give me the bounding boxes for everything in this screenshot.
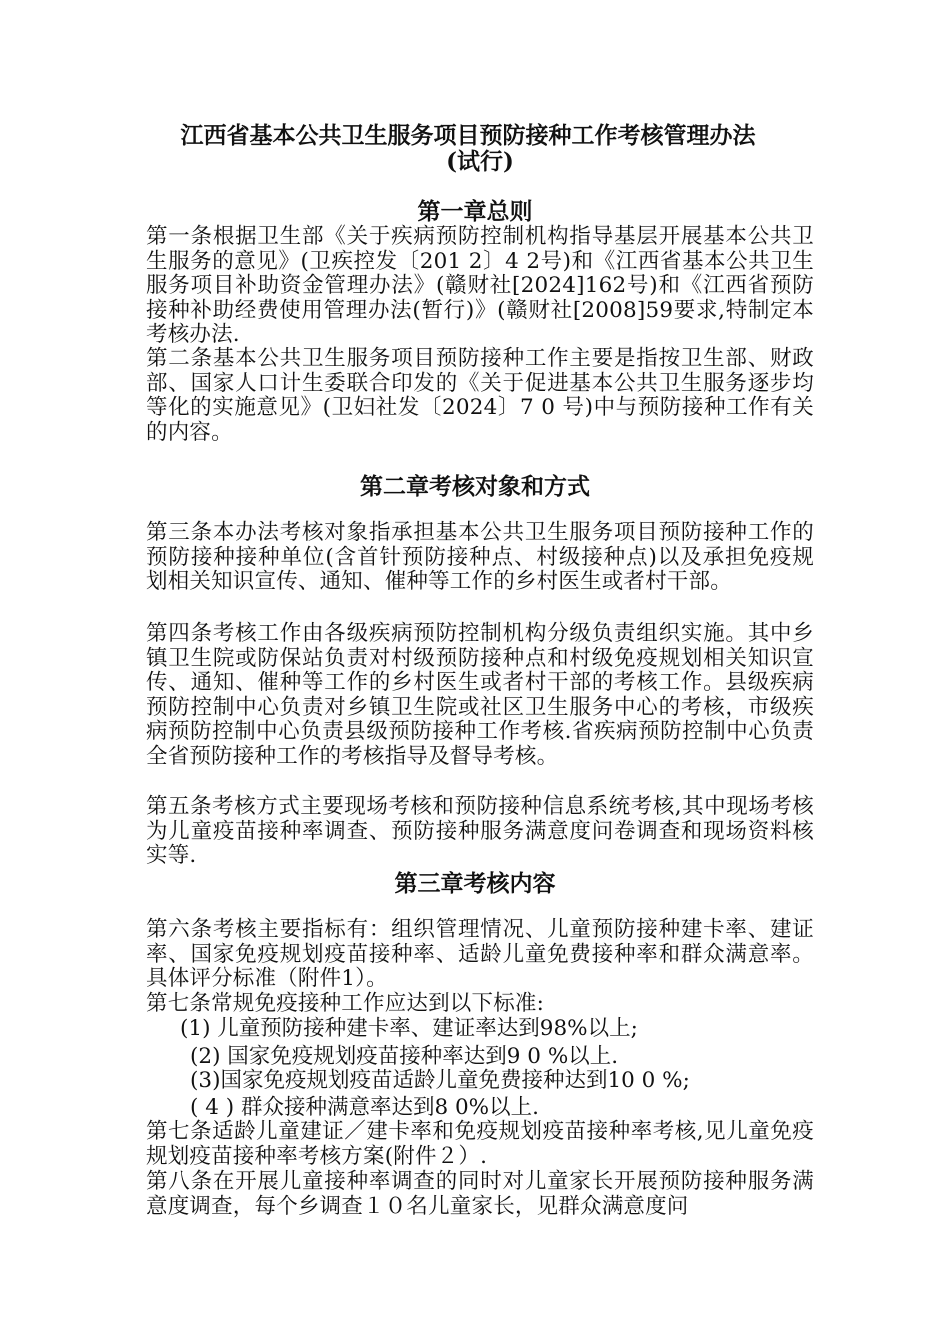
standard-item-3: (3)国家免疫规划疫苗适龄儿童免费接种达到10 0 %; [190,1068,690,1093]
standard-item-2: (2) 国家免疫规划疫苗接种率达到9 0 %以上. [190,1044,619,1069]
article-6: 第六条考核主要指标有：组织管理情况、儿童预防接种建卡率、建证率、国家免疫规划疫苗接种率、适龄儿童免费接种率和群众满意率。具体评分标准（附件1）。 [146,917,814,992]
chapter-heading-3: 第三章考核内容 [394,870,556,897]
chapter-heading-1: 第一章总则 [417,198,533,225]
article-5: 第五条考核方式主要现场考核和预防接种信息系统考核,其中现场考核为儿童疫苗接种率调查、预防接种服务满意度问卷调查和现场资料核实等. [146,794,814,869]
document-subtitle: (试行) [446,148,514,175]
article-8: 第八条在开展儿童接种率调查的同时对儿童家长开展预防接种服务满意度调查，每个乡调查１０名儿童家长，见群众满意度问 [146,1169,814,1219]
article-7: 第七条常规免疫接种工作应达到以下标准: [146,991,545,1016]
document-title: 江西省基本公共卫生服务项目预防接种工作考核管理办法 [180,122,756,149]
standard-item-1: (1) 儿童预防接种建卡率、建证率达到98%以上; [180,1016,638,1041]
article-2: 第二条基本公共卫生服务项目预防接种工作主要是指按卫生部、财政部、国家人口计生委联合印发的《关于促进基本公共卫生服务逐步均等化的实施意见》(卫妇社发〔2024〕7 0 号)中与预防接种工作有关的内容。 [146,346,814,445]
article-3: 第三条本办法考核对象指承担基本公共卫生服务项目预防接种工作的预防接种接种单位(含首针预防接种点、村级接种点)以及承担免疫规划相关知识宣传、通知、催种等工作的乡村医生或者村干部。 [146,520,814,595]
article-4: 第四条考核工作由各级疾病预防控制机构分级负责组织实施。其中乡镇卫生院或防保站负责对村级预防接种点和村级免疫规划相关知识宣传、通知、催种等工作的乡村医生或者村干部的考核工作。县级疾病预防控制中心负责对乡镇卫生院或社区卫生服务中心的考核，市级疾病预防控制中心负责县级预防接种工作考核.省疾病预防控制中心负责全省预防接种工作的考核指导及督导考核。 [146,621,814,769]
chapter-heading-2: 第二章考核对象和方式 [360,473,590,500]
article-1: 第一条根据卫生部《关于疾病预防控制机构指导基层开展基本公共卫生服务的意见》(卫疾控发〔201 2〕4 2号)和《江西省基本公共卫生服务项目补助资金管理办法》(赣财社[2024]162号)和《江西省预防接种补助经费使用管理办法(暂行)》(赣财社[2008]59要求,特制定本考核办法. [146,224,814,348]
article-7b: 第七条适龄儿童建证／建卡率和免疫规划疫苗接种率考核,见儿童免疫规划疫苗接种率考核方案(附件２）. [146,1119,814,1169]
standard-item-4: ( 4 ) 群众接种满意率达到8 0%以上. [190,1095,539,1120]
